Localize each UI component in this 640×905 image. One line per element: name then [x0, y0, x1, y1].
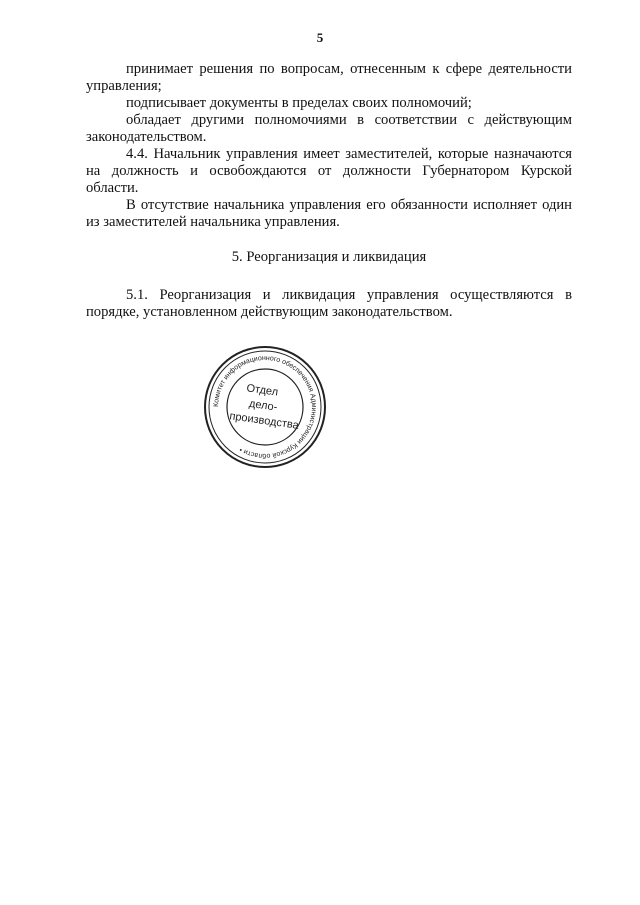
paragraph-signs-documents: подписывает документы в пределах своих полномочий; [126, 95, 472, 111]
stamp-center-line-2: дело- [248, 397, 279, 414]
stamp-ring-text: Комитет информационного обеспечения Администрации Курской области • [212, 354, 318, 460]
paragraph-absence: В отсутствие начальника управления его обязанности исполняет один из заместителей начальника управления. [86, 197, 572, 230]
section-5-heading: 5. Реорганизация и ликвидация [231, 249, 427, 265]
page-number: 5 [316, 30, 324, 45]
office-stamp [202, 344, 328, 470]
section-5-body [86, 287, 572, 321]
stamp-center-line-1: Отдел [245, 382, 279, 399]
paragraph-other-powers: обладает другими полномочиями в соответствии с действующим законодательством. [86, 112, 572, 145]
stamp-center-line-3: производства [228, 410, 300, 432]
paragraph-deputies: 4.4. Начальник управления имеет заместителей, которые назначаются на должность и освобождаются от должности Губернатором Курской области. [86, 146, 572, 196]
section-4-body [86, 61, 572, 231]
paragraph-decisions: принимает решения по вопросам, отнесенным к сфере деятельности управления; [86, 61, 572, 94]
stamp-seal-icon [202, 344, 328, 470]
paragraph-reorganization: 5.1. Реорганизация и ликвидация управления осуществляются в порядке, установленном действующим законодательством. [86, 287, 572, 320]
